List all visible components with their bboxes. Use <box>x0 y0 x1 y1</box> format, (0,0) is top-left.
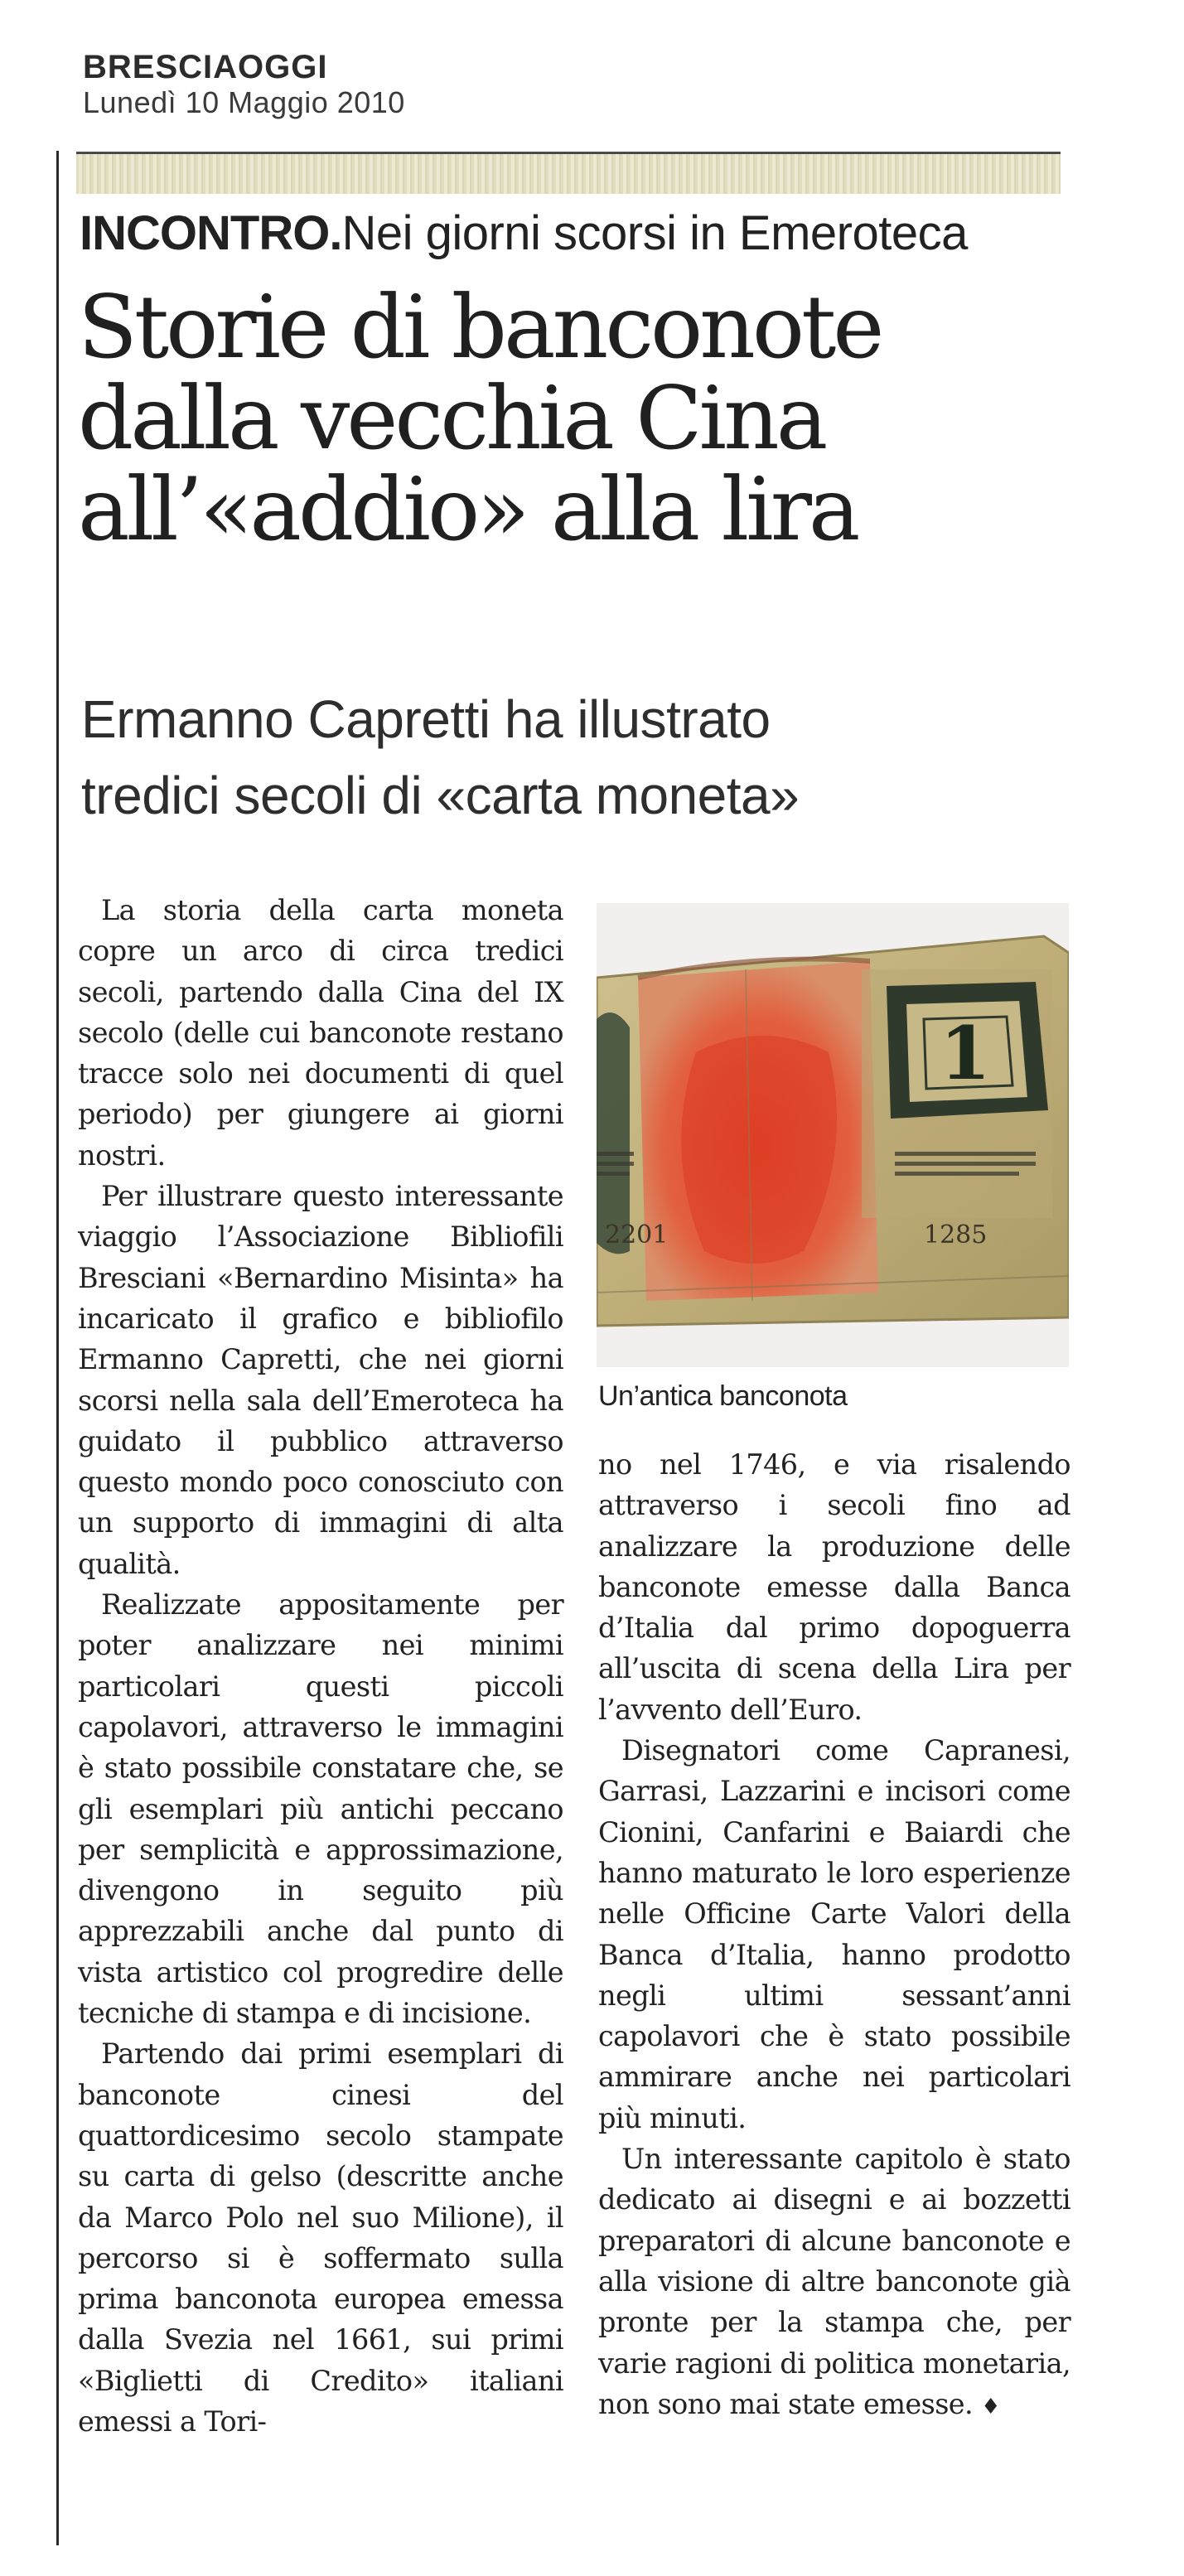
article-paragraph: Per illustrare questo interessante viaggio l’Associazione Bibliofili Bresciani «Bernardino Misinta» ha incaricato il grafico e bibliofilo Ermanno Capretti, che nei giorni scorsi nella sala dell’Emeroteca ha guidato il pubblico attraverso questo mondo poco conosciuto con un supporto di immagini di alta qualità. <box>78 1180 563 1580</box>
article-paragraph-last <box>598 2139 1070 2428</box>
article-paragraph: La storia della carta moneta copre un arco di circa tredici secoli, partendo dalla Cina del IX secolo (delle cui banconote restano tracce solo nei documenti di quel periodo) per giungere ai giorni nostri. <box>78 894 563 1172</box>
section-band <box>76 152 1061 194</box>
masthead <box>83 48 405 119</box>
subtitle-line: tredici secoli di «carta moneta» <box>81 766 800 825</box>
headline-line: Storie di banconote <box>78 277 882 378</box>
headline-line: dalla vecchia Cina <box>78 368 825 469</box>
kicker-text: Nei giorni scorsi in Emeroteca <box>341 206 968 260</box>
photo-caption: Un’antica banconota <box>598 1380 848 1412</box>
left-column-rule <box>56 151 59 2545</box>
subtitle <box>81 681 1092 834</box>
note-value-text: 1 <box>940 1010 991 1096</box>
kicker-label: INCONTRO. <box>80 206 342 260</box>
last-paragraph-text: Un interessante capitolo è stato dedicato ai disegni e ai bozzetti preparatori di alcune banconote e alla visione di altre banconote già pronte per la stampa che, per varie ragioni di politica monetaria, non sono mai state emesse. <box>598 2143 1070 2420</box>
serial-left-text: 2201 <box>605 1220 669 1249</box>
serial-right-text: 1285 <box>924 1220 988 1249</box>
end-of-article-mark: ♦ <box>981 2394 1000 2419</box>
article-paragraph: Realizzate appositamente per poter analizzare nei minimi particolari questi piccoli capolavori, attraverso le immagini è stato possibile constatare che, se gli esemplari più antichi peccano per semplicità e approssimazione, divengono in seguito più apprezzabili anche dal punto di vista artistico col progredire delle tecniche di stampa e di incisione. <box>78 1588 563 2030</box>
value-medallion <box>887 982 1048 1119</box>
headline <box>78 277 1097 560</box>
subtitle-line: Ermanno Capretti ha illustrato <box>81 689 771 749</box>
article-paragraph: Disegnatori come Capranesi, Garrasi, Lazzarini e incisori come Cionini, Canfarini e Baiardi che hanno maturato le loro esperienze nelle Officine Carte Valori della Banca d’Italia, hanno prodotto negli ultimi sessant’anni capolavori che è stato possibile ammirare anche nei particolari più minuti. <box>598 1734 1070 2134</box>
article-column-right <box>598 1444 1070 2428</box>
headline-line: all’«addio» alla lira <box>78 459 858 560</box>
article-column-left <box>78 890 563 2442</box>
publication-date: Lunedì 10 Maggio 2010 <box>83 85 405 119</box>
article-paragraph: Partendo dai primi esemplari di banconote cinesi del quattordicesimo secolo stampate su carta di gelso (descritte anche da Marco Polo nel suo Milione), il percorso si è soffermato sulla prima banconota europea emessa dalla Svezia nel 1661, sui primi «Biglietti di Credito» italiani emessi a Tori- <box>78 2037 563 2438</box>
newspaper-name: BRESCIAOGGI <box>83 49 328 85</box>
kicker <box>80 205 1074 262</box>
banknote-photo <box>597 903 1069 1367</box>
article-paragraph: no nel 1746, e via risalendo attraverso i secoli fino ad analizzare la produzione delle banconote emesse dalla Banca d’Italia dal primo dopoguerra all’uscita di scena della Lira per l’avvento dell’Euro. <box>598 1448 1070 1726</box>
banknote-illustration <box>597 903 1069 1367</box>
